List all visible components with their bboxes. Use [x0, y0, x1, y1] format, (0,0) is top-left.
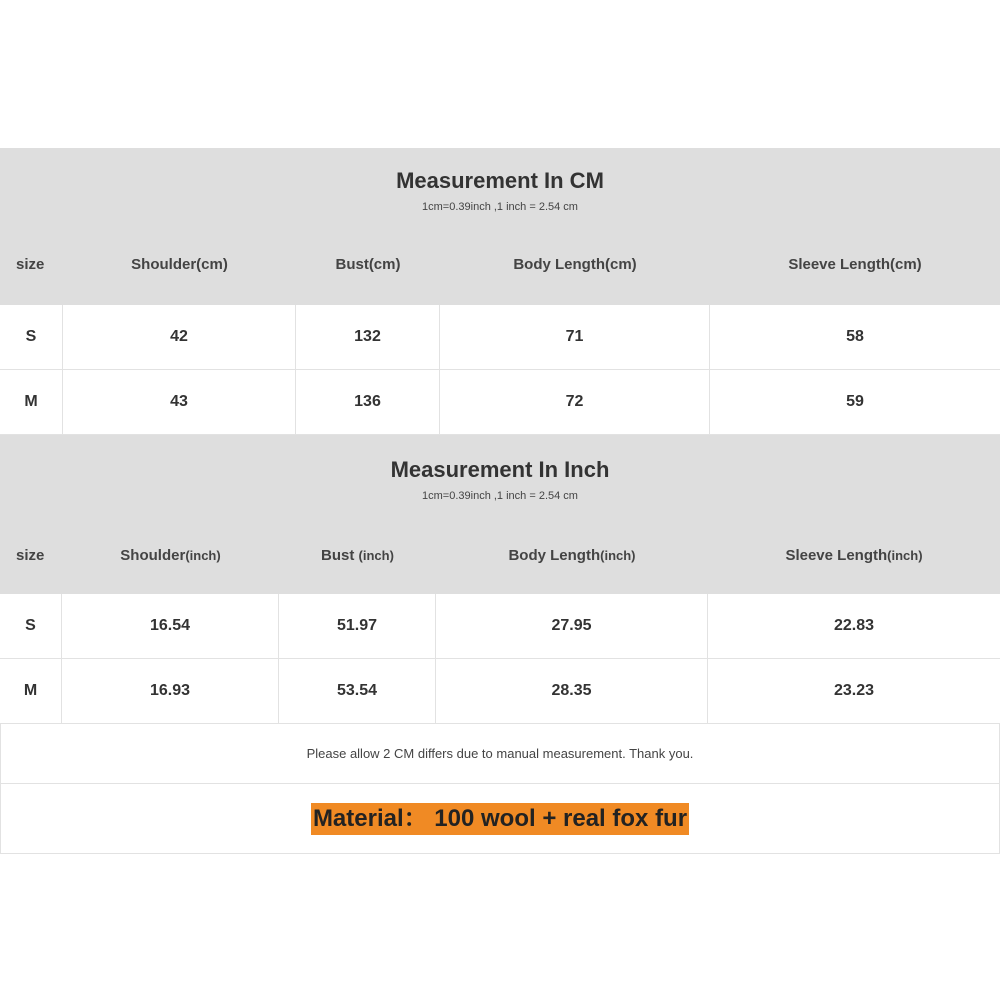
cell-sleeve-length: 58 — [846, 328, 864, 345]
cell-shoulder: 16.93 — [62, 659, 279, 723]
inch-conversion-note: 1cm=0.39inch ,1 inch = 2.54 cm — [422, 490, 578, 502]
cell-sleeve-length: 59 — [846, 393, 864, 410]
cell-bust: 136 — [296, 370, 440, 434]
cm-section-header — [0, 148, 1000, 230]
cm-conversion-note: 1cm=0.39inch ,1 inch = 2.54 cm — [422, 201, 578, 213]
material-label: Material： 100 wool + real fox fur — [311, 803, 689, 835]
cell-body-length: 27.95 — [436, 594, 708, 658]
size-chart — [0, 148, 1000, 854]
cell-shoulder: 16.54 — [62, 594, 279, 658]
cell-bust: 51.97 — [279, 594, 436, 658]
cell-body-length: 71 — [440, 305, 710, 369]
header-size: size — [16, 546, 45, 564]
cell-bust: 132 — [296, 305, 440, 369]
header-bust-unit: (inch) — [358, 547, 394, 563]
header-shoulder-unit: (inch) — [185, 547, 221, 563]
cell-size: M — [0, 659, 62, 723]
cm-section-title: Measurement In CM — [396, 168, 604, 193]
header-sleeve-length-label: Sleeve Length — [785, 546, 888, 564]
header-sleeve-length: Sleeve Length(cm) — [788, 256, 922, 273]
header-shoulder — [62, 522, 279, 594]
header-body-length: Body Length(cm) — [513, 256, 637, 273]
material-row — [0, 784, 1000, 854]
header-sleeve-length — [708, 522, 1000, 594]
table-row — [0, 305, 1000, 370]
cell-bust: 53.54 — [279, 659, 436, 723]
header-sleeve-length-unit: (inch) — [887, 547, 923, 563]
header-body-length-label: Body Length — [508, 546, 601, 564]
inch-section-title: Measurement In Inch — [390, 457, 610, 482]
measurement-note: Please allow 2 CM differs due to manual measurement. Thank you. — [0, 724, 1000, 784]
table-row — [0, 594, 1000, 659]
cell-shoulder: 43 — [63, 370, 296, 434]
header-bust — [279, 522, 436, 594]
header-size: size — [16, 256, 45, 273]
cell-size: S — [0, 594, 62, 658]
cell-body-length: 28.35 — [436, 659, 708, 723]
inch-section-header — [0, 435, 1000, 522]
table-row — [0, 370, 1000, 435]
cm-header-row — [0, 230, 1000, 305]
cell-shoulder: 42 — [63, 305, 296, 369]
header-bust-label: Bust — [321, 546, 359, 564]
header-shoulder-label: Shoulder — [120, 546, 186, 564]
cell-size: S — [0, 305, 63, 369]
header-shoulder: Shoulder(cm) — [131, 256, 228, 273]
table-row — [0, 659, 1000, 724]
cell-sleeve-length: 22.83 — [833, 617, 875, 634]
cm-table — [0, 230, 1000, 435]
cell-size: M — [0, 370, 63, 434]
cell-sleeve-length: 23.23 — [833, 682, 875, 699]
header-body-length — [436, 522, 708, 594]
inch-table — [0, 522, 1000, 724]
header-body-length-unit: (inch) — [600, 547, 636, 563]
header-bust: Bust(cm) — [335, 256, 401, 273]
cell-body-length: 72 — [440, 370, 710, 434]
inch-header-row — [0, 522, 1000, 594]
